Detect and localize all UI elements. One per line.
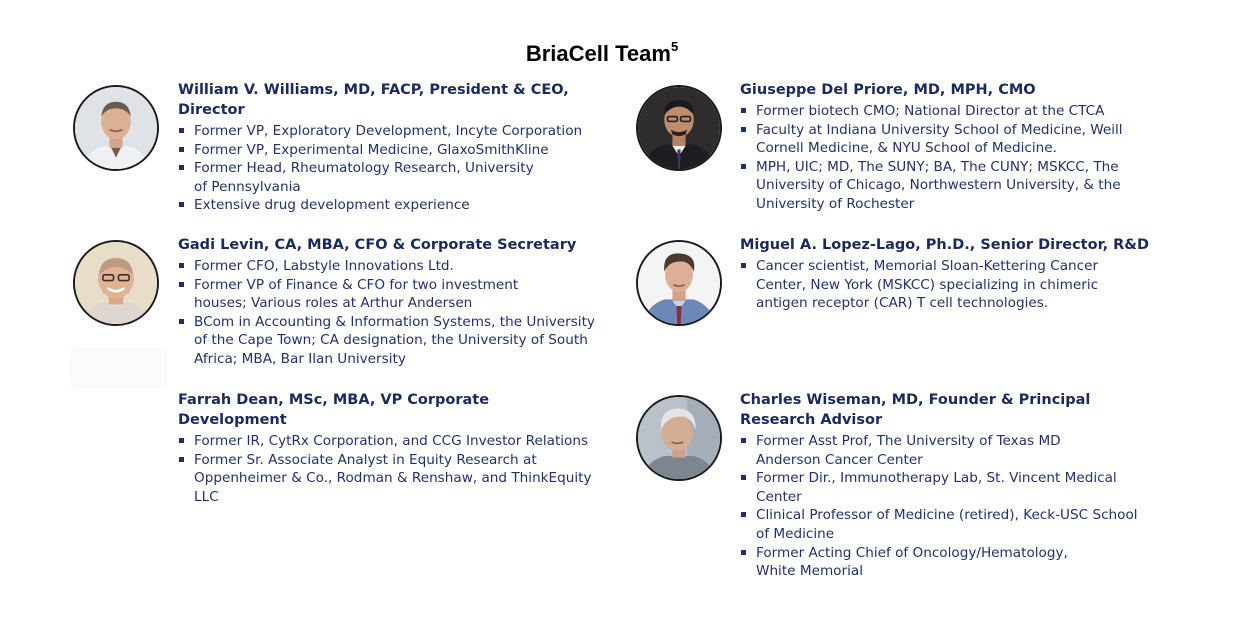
bio-bullet: Former CFO, Labstyle Innovations Ltd. bbox=[178, 257, 598, 276]
bio-bullet: Former Dir., Immunotherapy Lab, St. Vincent Medical Center bbox=[740, 469, 1150, 506]
bio-bullet: Former Sr. Associate Analyst in Equity Research at Oppenheimer & Co., Rodman & Renshaw, and ThinkEquity LLC bbox=[178, 451, 599, 507]
bio-bullet: Former IR, CytRx Corporation, and CCG Investor Relations bbox=[178, 432, 598, 451]
bio-bullet: BCom in Accounting & Information Systems, the University of the Cape Town; CA designation, the University of South Africa; MBA, Bar Ilan University bbox=[178, 313, 604, 369]
member-name: Farrah Dean, MSc, MBA, VP Corporate Development bbox=[178, 392, 490, 428]
bio-giuseppe-del-priore bbox=[740, 80, 1150, 214]
member-name: Miguel A. Lopez-Lago, Ph.D., Senior Director, R&D bbox=[740, 237, 1149, 253]
slide-title bbox=[0, 41, 1204, 67]
avatar-giuseppe-del-priore bbox=[636, 85, 722, 171]
member-name: William V. Williams, MD, FACP, President & CEO, Director bbox=[178, 82, 569, 118]
bio-bullet: Former Acting Chief of Oncology/Hematology, White Memorial bbox=[740, 544, 1111, 581]
member-name: Gadi Levin, CA, MBA, CFO & Corporate Secretary bbox=[178, 237, 577, 253]
bio-bullet: Former VP, Experimental Medicine, GlaxoSmithKline bbox=[178, 141, 598, 160]
bio-bullet: Former Head, Rheumatology Research, University of Pennsylvania bbox=[178, 159, 539, 196]
member-name: Giuseppe Del Priore, MD, MPH, CMO bbox=[740, 82, 1036, 98]
avatar-charles-wiseman bbox=[636, 395, 722, 481]
member-name: Charles Wiseman, MD, Founder & Principal Research Advisor bbox=[740, 392, 1091, 428]
avatar-william-williams bbox=[73, 85, 159, 171]
bio-miguel-lopez-lago bbox=[740, 235, 1150, 313]
bio-gadi-levin bbox=[178, 235, 598, 369]
faded-placeholder bbox=[72, 350, 164, 386]
slide-title-text: BriaCell Team bbox=[525, 41, 671, 66]
bio-bullet: MPH, UIC; MD, The SUNY; BA, The CUNY; MSKCC, The University of Chicago, Northwestern University, & the University of Rochester bbox=[740, 158, 1126, 214]
bio-bullet: Cancer scientist, Memorial Sloan-Kettering Cancer Center, New York (MSKCC) specializing in chimeric antigen receptor (CAR) T cell technologies. bbox=[740, 257, 1151, 313]
bio-farrah-dean bbox=[178, 390, 598, 506]
bio-bullet: Former VP of Finance & CFO for two investment houses; Various roles at Arthur Andersen bbox=[178, 276, 574, 313]
bio-bullet: Faculty at Indiana University School of Medicine, Weill Cornell Medicine, & NYU School of Medicine. bbox=[740, 121, 1126, 158]
avatar-miguel-lopez-lago bbox=[636, 240, 722, 326]
bio-bullet: Former biotech CMO; National Director at the CTCA bbox=[740, 102, 1150, 121]
bio-bullet: Extensive drug development experience bbox=[178, 196, 598, 215]
bio-bullet: Clinical Professor of Medicine (retired), Keck-USC School of Medicine bbox=[740, 506, 1151, 543]
bio-bullet: Former Asst Prof, The University of Texas MD Anderson Cancer Center bbox=[740, 432, 1121, 469]
footnote-marker: 5 bbox=[670, 39, 679, 54]
bio-charles-wiseman bbox=[740, 390, 1150, 581]
avatar-gadi-levin bbox=[73, 240, 159, 326]
bio-bullet: Former VP, Exploratory Development, Incyte Corporation bbox=[178, 122, 598, 141]
bio-william-williams bbox=[178, 80, 598, 215]
